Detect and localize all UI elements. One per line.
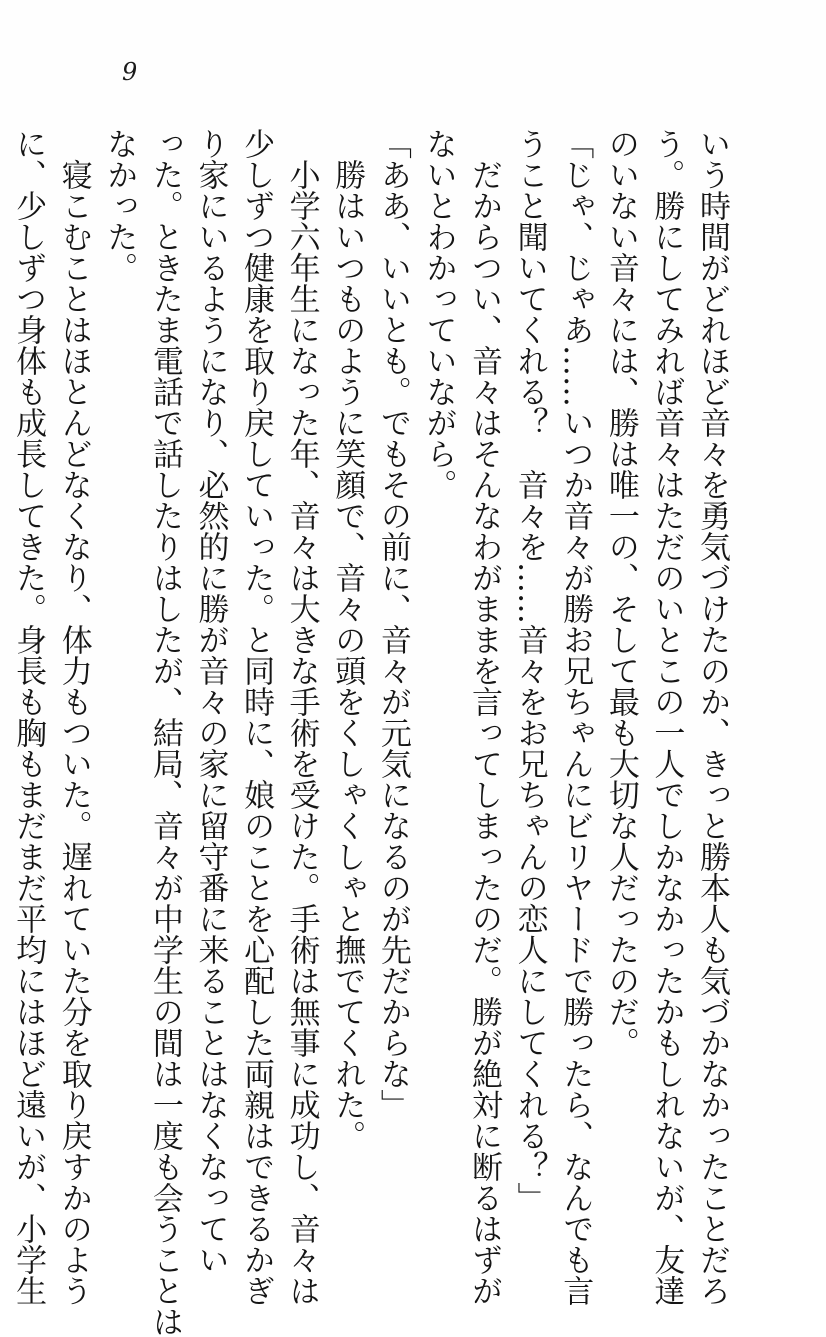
text-line: に、少しずつ身体も成長してきた。身長も胸もまだまだ平均にはほど遠いが、小学生	[10, 128, 47, 1306]
text-line: 勝はいつものように笑顔で、音々の頭をくしゃくしゃと撫でてくれた。	[329, 128, 366, 1151]
text-line: り家にいるようになり、必然的に勝が音々の家に留守番に来ることはなくなってい	[192, 128, 229, 1275]
text-line: うこと聞いてくれる？ 音々を……音々をお兄ちゃんの恋人にしてくれる？」	[511, 128, 548, 1213]
page-number: 9	[122, 58, 138, 86]
text-line: いう時間がどれほど音々を勇気づけたのか、きっと勝本人も気づかなかったことだろ	[694, 128, 730, 1306]
text-line: だからつい、音々はそんなわがままを言ってしまったのだ。勝が絶対に断るはずが	[466, 128, 503, 1306]
text-line: う。勝にしてみれば音々はただのいとこの一人でしかなかったかもしれないが、友達	[648, 128, 685, 1306]
text-line: 「じゃ、じゃあ……いつか音々が勝お兄ちゃんにビリヤードで勝ったら、なんでも言	[557, 128, 594, 1306]
body-text	[5, 128, 735, 1337]
text-line: ないとわかっていながら。	[420, 128, 457, 500]
text-line: 小学六年生になった年、音々は大きな手術を受けた。手術は無事に成功し、音々は	[283, 128, 320, 1306]
text-line: のいない音々には、勝は唯一の、そして最も大切な人だったのだ。	[602, 128, 639, 1058]
text-line: 少しずつ健康を取り戻していった。と同時に、娘のことを心配した両親はできるかぎ	[238, 128, 275, 1306]
text-line: 「ああ、いいとも。でもその前に、音々が元気になるのが先だからな」	[374, 128, 411, 1120]
text-line: なかった。	[101, 128, 138, 283]
text-line: 寝こむことはほとんどなくなり、体力もついた。遅れていた分を取り戻すかのよう	[55, 128, 92, 1306]
text-line: った。ときたま電話で話したりはしたが、結局、音々が中学生の間は一度も会うことは	[146, 128, 183, 1337]
